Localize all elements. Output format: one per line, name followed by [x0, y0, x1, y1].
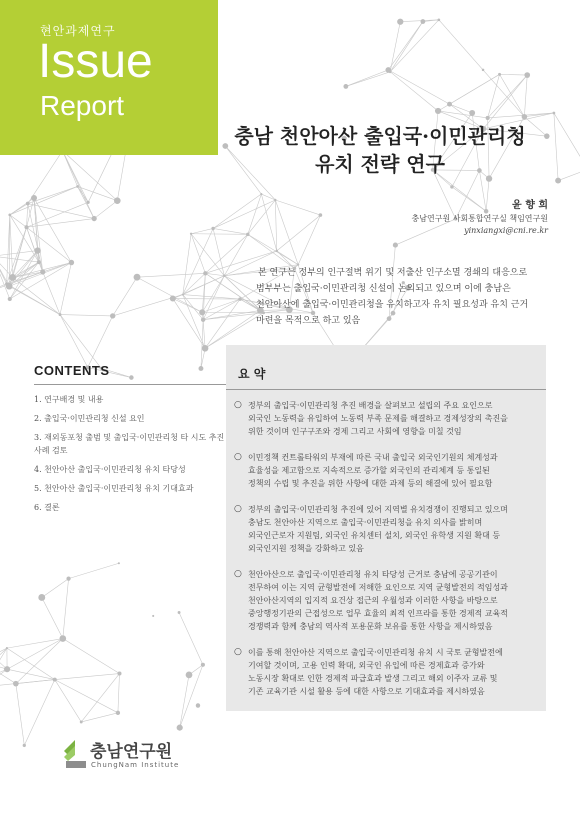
- network-node: [469, 110, 475, 116]
- issue-wordmark: Issue: [38, 35, 153, 88]
- network-node: [23, 744, 26, 747]
- network-node: [37, 260, 41, 264]
- bullet-circle-icon: ○: [234, 452, 242, 462]
- summary-box: [226, 345, 546, 711]
- abstract-line: 마련을 목적으로 하고 있음: [256, 316, 361, 326]
- network-line: [400, 20, 439, 22]
- network-node: [190, 233, 192, 235]
- network-line: [0, 256, 10, 299]
- network-line: [60, 315, 88, 368]
- chungnam-institute-logo: [62, 737, 242, 777]
- network-line: [275, 200, 276, 251]
- network-line: [224, 234, 248, 275]
- bullet-line: 노동시장 확대로 인한 경제적 파급효과 발생 그리고 해외 이주자 교류 및: [248, 674, 498, 683]
- network-node: [274, 199, 276, 201]
- network-line: [55, 680, 81, 722]
- network-node: [152, 615, 154, 617]
- network-node: [118, 562, 120, 564]
- network-line: [213, 228, 248, 234]
- network-line: [10, 215, 39, 262]
- network-line: [452, 187, 486, 211]
- summary-title: 요 약: [238, 367, 266, 381]
- network-line: [55, 674, 120, 680]
- network-node: [6, 283, 13, 290]
- contents-title: CONTENTS: [34, 363, 226, 385]
- series-label: 현안과제연구: [40, 24, 116, 38]
- network-node: [31, 195, 37, 201]
- network-line: [88, 316, 113, 367]
- network-line: [78, 186, 89, 202]
- network-node: [170, 296, 176, 302]
- network-line: [438, 111, 488, 118]
- network-node: [116, 711, 120, 715]
- network-line: [298, 215, 320, 265]
- network-node: [177, 725, 183, 731]
- network-node: [482, 69, 485, 72]
- network-line: [191, 234, 248, 235]
- network-line: [10, 215, 13, 278]
- contents-panel: [34, 363, 226, 520]
- toc-item: 6. 결론: [34, 503, 60, 512]
- network-node: [522, 114, 527, 119]
- summary-bullet: [234, 451, 540, 490]
- logo-english-name: ChungNam Institute: [91, 761, 180, 769]
- bullet-line: 이를 통해 천안아산 지역으로 출입국·이민관리청 유치 시 국토 균형발전에: [248, 648, 503, 657]
- summary-divider: [226, 389, 546, 390]
- network-line: [60, 263, 71, 315]
- network-line: [388, 70, 449, 104]
- summary-bullet: [234, 568, 540, 633]
- network-node: [53, 678, 57, 682]
- toc-item: 5. 천안아산 출입국·이민관리청 유치 기대효과: [34, 484, 194, 493]
- network-line: [346, 72, 390, 87]
- network-line: [213, 200, 275, 228]
- network-node: [110, 313, 115, 318]
- bullet-line: 충남도 천안아산 지역으로 출입국·이민관리청을 유치 의사를 밝히며: [248, 518, 483, 527]
- network-line: [390, 20, 439, 72]
- network-line: [81, 713, 118, 722]
- network-node: [34, 247, 40, 253]
- network-node: [201, 663, 205, 667]
- abstract-line: 천안아산에 출입국·이민관리청을 유치하고자 유치 필요성과 유치 근거: [256, 300, 529, 310]
- network-line: [28, 186, 78, 203]
- header-green-block: [0, 0, 218, 155]
- network-node: [385, 67, 391, 73]
- toc-item: 2. 출입국·이민관리청 신설 요인: [34, 414, 145, 423]
- network-line: [55, 680, 118, 713]
- bullet-line: 기존 교육기관 시설 활용 등에 대한 사항으로 기대효과를 제시하였음: [248, 687, 485, 696]
- network-line: [137, 273, 205, 277]
- network-line: [248, 234, 295, 268]
- network-node: [69, 260, 74, 265]
- network-line: [524, 75, 527, 117]
- network-node: [450, 185, 453, 188]
- bullet-circle-icon: ○: [234, 400, 242, 410]
- network-line: [439, 20, 483, 70]
- network-line: [179, 612, 203, 664]
- bullet-line: 위한 것이며 인구구조와 경제 그리고 사회에 영향을 미칠 것임: [248, 427, 462, 436]
- network-node: [134, 274, 141, 281]
- network-line: [486, 179, 489, 212]
- network-line: [390, 72, 438, 111]
- network-node: [199, 309, 205, 315]
- bullet-line: 천안아산지역의 입지적 요건상 접근의 우월성과 이러한 사항을 바탕으로: [248, 596, 498, 605]
- network-node: [524, 72, 530, 78]
- network-line: [554, 113, 580, 169]
- network-node: [319, 213, 323, 217]
- bullet-line: 외국인지원 정책을 강화하고 있음: [248, 544, 364, 553]
- summary-bullet: [234, 399, 540, 438]
- network-line: [554, 113, 558, 181]
- network-node: [117, 672, 121, 676]
- title-line-2: 유치 전략 연구: [315, 152, 445, 176]
- network-node: [211, 227, 214, 230]
- network-line: [275, 200, 298, 265]
- network-line: [183, 273, 206, 294]
- network-node: [80, 721, 83, 724]
- logo-mark-icon: [62, 737, 88, 771]
- network-node: [260, 193, 262, 195]
- network-line: [388, 22, 423, 70]
- network-line: [94, 201, 117, 219]
- network-line: [24, 680, 54, 746]
- bullet-line: 이민정책 컨트롤타워의 부재에 따른 국내 출입국 외국인기원의 체계성과: [248, 453, 498, 462]
- bullet-line: 전무하여 이는 지역 균형발전에 저해한 요인으로 지역 균형발전의 적임성과: [248, 583, 508, 592]
- bullet-line: 중앙행정기관의 근접성으로 업무 효율의 최적 인프라를 통한 경제적 교육적: [248, 609, 508, 618]
- network-line: [63, 579, 69, 639]
- network-line: [500, 74, 528, 75]
- network-line: [63, 151, 89, 203]
- report-wordmark: Report: [40, 90, 125, 121]
- network-line: [275, 200, 320, 215]
- bullet-circle-icon: ○: [234, 504, 242, 514]
- network-line: [27, 227, 72, 262]
- bullet-line: 정부의 출입국·이민관리청 추진에 있어 지역별 유치경쟁이 진행되고 있으며: [248, 505, 508, 514]
- network-node: [92, 216, 97, 221]
- network-line: [118, 674, 120, 713]
- network-node: [343, 84, 348, 89]
- network-node: [447, 102, 452, 107]
- network-line: [60, 315, 101, 369]
- network-line: [81, 674, 119, 722]
- network-line: [10, 215, 27, 227]
- network-line: [63, 639, 120, 674]
- network-node: [246, 233, 249, 236]
- network-line: [202, 276, 224, 313]
- bullet-line: 효율성을 제고함으로 지속적으로 증가할 외국인의 관리체계 등 통일된: [248, 466, 490, 475]
- bullet-line: 외국인 노동력을 유입하여 노동력 부족 문제를 해결하고 경제성장의 촉진을: [248, 414, 508, 423]
- bullet-line: 기여할 것이며, 고용 인력 확대, 외국인 유입에 따른 경제효과 증가와: [248, 661, 485, 670]
- network-node: [498, 73, 501, 76]
- report-title: [210, 122, 550, 178]
- summary-bullet: [234, 646, 540, 698]
- network-node: [6, 647, 8, 649]
- abstract-line: 본 연구는 정부의 인구절벽 위기 및 저출산 인구소멸 경쇄의 대응으로: [258, 268, 528, 278]
- toc-item: 4. 천안아산 출입국·이민관리청 유치 타당성: [34, 465, 186, 474]
- network-line: [248, 194, 262, 234]
- network-line: [483, 75, 527, 129]
- network-node: [4, 666, 10, 672]
- network-line: [558, 169, 580, 180]
- network-node: [201, 317, 205, 321]
- network-node: [114, 197, 121, 204]
- network-line: [173, 276, 224, 299]
- network-node: [203, 271, 207, 275]
- network-node: [223, 275, 226, 278]
- network-line: [63, 151, 118, 201]
- network-line: [438, 74, 499, 111]
- network-node: [435, 108, 441, 114]
- network-line: [483, 70, 524, 117]
- network-line: [9, 286, 60, 314]
- network-line: [500, 74, 525, 116]
- network-line: [248, 200, 276, 234]
- network-line: [0, 635, 7, 669]
- logo-korean-name: 충남연구원: [90, 742, 173, 762]
- network-node: [8, 297, 12, 301]
- network-line: [28, 204, 94, 219]
- network-line: [261, 194, 275, 200]
- bullet-circle-icon: ○: [234, 647, 242, 657]
- toc-item: 1. 연구배경 및 내용: [34, 395, 104, 404]
- bullet-line: 정부의 출입국·이민관리청 추진 배경을 살펴보고 설립의 주요 요인으로: [248, 401, 493, 410]
- network-line: [42, 597, 63, 638]
- network-line: [69, 563, 119, 578]
- network-line: [205, 299, 240, 348]
- summary-bullets: [234, 399, 540, 711]
- network-line: [203, 313, 263, 320]
- bullet-line: 천안아산으로 출입국·이민관리청 유치 타당성 근거로 충남에 공공기관이: [248, 570, 498, 579]
- network-node: [486, 116, 490, 120]
- network-node: [178, 611, 181, 614]
- network-node: [438, 18, 441, 21]
- network-node: [186, 671, 193, 678]
- network-line: [60, 315, 113, 316]
- network-line: [191, 234, 205, 274]
- network-node: [59, 313, 62, 316]
- network-node: [393, 243, 398, 248]
- bullet-circle-icon: ○: [234, 569, 242, 579]
- author-name: 윤 향 희: [512, 200, 548, 211]
- network-line: [7, 669, 55, 679]
- network-line: [16, 680, 55, 684]
- network-node: [276, 250, 278, 252]
- network-node: [13, 681, 19, 687]
- network-node: [196, 703, 200, 707]
- network-node: [238, 297, 241, 300]
- network-line: [346, 70, 388, 86]
- network-node: [26, 202, 30, 206]
- network-node: [397, 19, 403, 25]
- toc-item: 3. 재외동포청 출범 및 출입국·이민관리청 타 시도 추진사례 검토: [34, 433, 225, 455]
- network-line: [173, 299, 240, 300]
- author-affiliation: 충남연구원 사회통합연구실 책임연구원: [411, 214, 548, 223]
- bullet-line: 경쟁력과 함께 충남의 역사적 포용문화 보유를 통한 사항을 제시하였음: [248, 622, 493, 631]
- network-line: [277, 215, 321, 251]
- network-line: [137, 277, 202, 312]
- network-node: [182, 294, 184, 296]
- network-node: [38, 594, 45, 601]
- network-line: [213, 194, 261, 228]
- network-line: [191, 228, 213, 233]
- network-node: [420, 19, 425, 24]
- network-node: [202, 345, 209, 352]
- bullet-line: 정책의 수립 및 추진을 위한 사항에 대한 과제 등의 해결에 있어 필요함: [248, 479, 493, 488]
- title-line-1: 충남 천안아산 출입국·이민관리청: [234, 124, 526, 148]
- network-node: [8, 213, 11, 216]
- bullet-line: 외국인근로자 지원팀, 외국인 유치센터 설치, 외국인 유학생 지원 확대 등: [248, 531, 501, 540]
- network-line: [42, 579, 69, 598]
- network-node: [24, 225, 28, 229]
- network-node: [60, 635, 67, 642]
- network-node: [87, 201, 90, 204]
- abstract-line: 범부부는 출입국·이민관리청 신설이 논의되고 있으며 이에 충남은: [256, 284, 511, 294]
- author-email: yinxiangxi@cni.re.kr: [464, 226, 548, 235]
- network-line: [63, 151, 78, 187]
- summary-bullet: [234, 503, 540, 555]
- network-node: [555, 178, 561, 184]
- network-line: [180, 675, 189, 728]
- network-node: [66, 577, 70, 581]
- network-line: [450, 104, 473, 113]
- network-line: [16, 684, 24, 746]
- network-node: [9, 274, 16, 281]
- network-node: [76, 185, 79, 188]
- network-node: [40, 269, 45, 274]
- network-node: [553, 112, 556, 115]
- abstract-paragraph: [256, 265, 546, 329]
- network-line: [113, 277, 137, 316]
